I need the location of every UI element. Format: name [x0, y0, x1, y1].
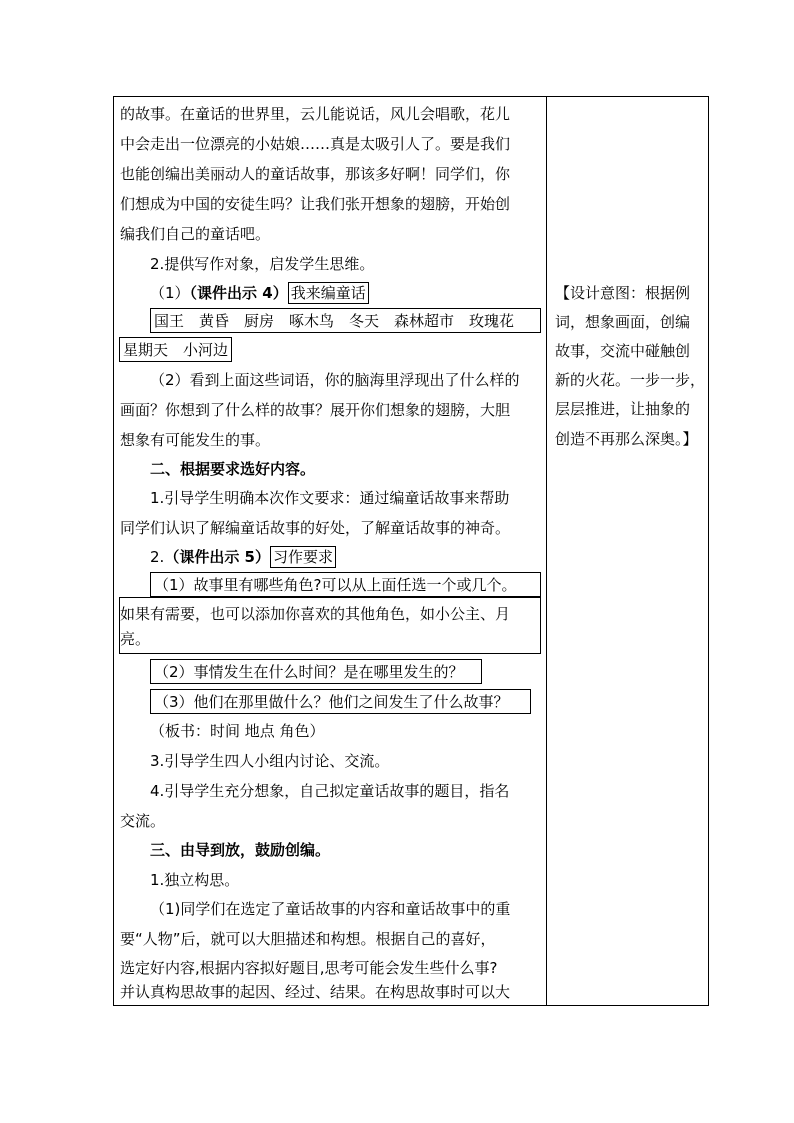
courseware-5-line — [150, 542, 336, 572]
requirement-3-line: （3）他们在那里做什么？他们之间发生了什么故事？ — [154, 693, 509, 711]
courseware-5-label: （课件出示 5） — [164, 548, 270, 566]
intro-line-4: 们想成为中国的安徒生吗？让我们张开想象的翅膀，开始创 — [120, 195, 511, 213]
question-line-1: （2）看到上面这些词语，你的脑海里浮现出了什么样的 — [150, 371, 520, 389]
design-note-line-3: 故事，交流中碰触创 — [555, 342, 691, 360]
requirement-2-line: （2）事情发生在什么时间？是在哪里发生的？ — [154, 663, 464, 681]
planning-line-4: 并认真构思故事的起因、经过、结果。在构思故事时可以大 — [120, 983, 511, 1001]
board-note: （板书：时间 地点 角色） — [150, 722, 325, 740]
requirement-1-line-3: 亮。 — [120, 630, 151, 648]
question-line-2: 画面？你想到了什么样的故事？展开你们想象的翅膀，大胆 — [120, 401, 511, 419]
teaching-process-column — [114, 97, 546, 1005]
requirement-1-line-2: 如果有需要，也可以添加你喜欢的其他角色，如小公主、月 — [120, 605, 511, 623]
question-line-3: 想象有可能发生的事。 — [120, 431, 271, 449]
planning-line-3: 选定好内容,根据内容拟好题目,思考可能会发生些什么事? — [120, 959, 498, 977]
design-note-line-2: 词，想象画面，创编 — [555, 313, 691, 331]
courseware-5-title-box: 习作要求 — [270, 546, 336, 568]
requirement-1-line-1: （1）故事里有哪些角色?可以从上面任选一个或几个。 — [154, 576, 517, 594]
step-2-heading: 2.提供写作对象，启发学生思维。 — [150, 255, 375, 273]
design-note-line-4: 新的火花。一步一步， — [555, 371, 706, 389]
word-list-line-1: 国王 黄昏 厨房 啄木鸟 冬天 森林超市 玫瑰花 — [154, 312, 515, 330]
courseware-4-label: （课件出示 4） — [189, 284, 288, 302]
word-list-line-2: 星期天 小河边 — [123, 341, 229, 359]
intro-line-1: 的故事。在童话的世界里，云儿能说话，风儿会唱歌，花儿 — [120, 105, 511, 123]
requirement-intro-line-2: 同学们认识了解编童话故事的好处，了解童话故事的神奇。 — [120, 519, 511, 537]
requirement-intro-line-1: 1.引导学生明确本次作文要求：通过编童话故事来帮助 — [150, 489, 510, 507]
step-4-line-1: 4.引导学生充分想象，自己拟定童话故事的题目，指名 — [150, 782, 510, 800]
step-3-1-heading: 1.独立构思。 — [150, 871, 240, 889]
courseware-4-title-box: 我来编童话 — [288, 282, 369, 304]
intro-line-3: 也能创编出美丽动人的童话故事，那该多好啊！同学们，你 — [120, 165, 511, 183]
intro-line-5: 编我们自己的童话吧。 — [120, 225, 271, 243]
section-3-heading: 三、由导到放，鼓励创编。 — [150, 841, 331, 859]
design-note-line-5: 层层推进，让抽象的 — [555, 400, 691, 418]
courseware-4-line — [150, 278, 369, 308]
design-note-line-6: 创造不再那么深奥。】 — [555, 430, 698, 448]
courseware-5-num: 2. — [150, 548, 165, 566]
courseware-4-prefix: （1） — [150, 284, 190, 302]
design-intent-column — [547, 97, 708, 1005]
step-4-line-2: 交流。 — [120, 812, 166, 830]
lesson-table — [113, 96, 709, 1006]
design-note-line-1: 【设计意图：根据例 — [555, 284, 691, 302]
planning-line-2: 要“人物”后，就可以大胆描述和构想。根据自己的喜好， — [120, 930, 496, 948]
planning-line-1: （1)同学们在选定了童话故事的内容和童话故事中的重 — [150, 900, 511, 918]
intro-line-2: 中会走出一位漂亮的小姑娘……真是太吸引人了。要是我们 — [120, 135, 511, 153]
step-3-line: 3.引导学生四人小组内讨论、交流。 — [150, 752, 390, 770]
section-2-heading: 二、根据要求选好内容。 — [150, 460, 316, 478]
